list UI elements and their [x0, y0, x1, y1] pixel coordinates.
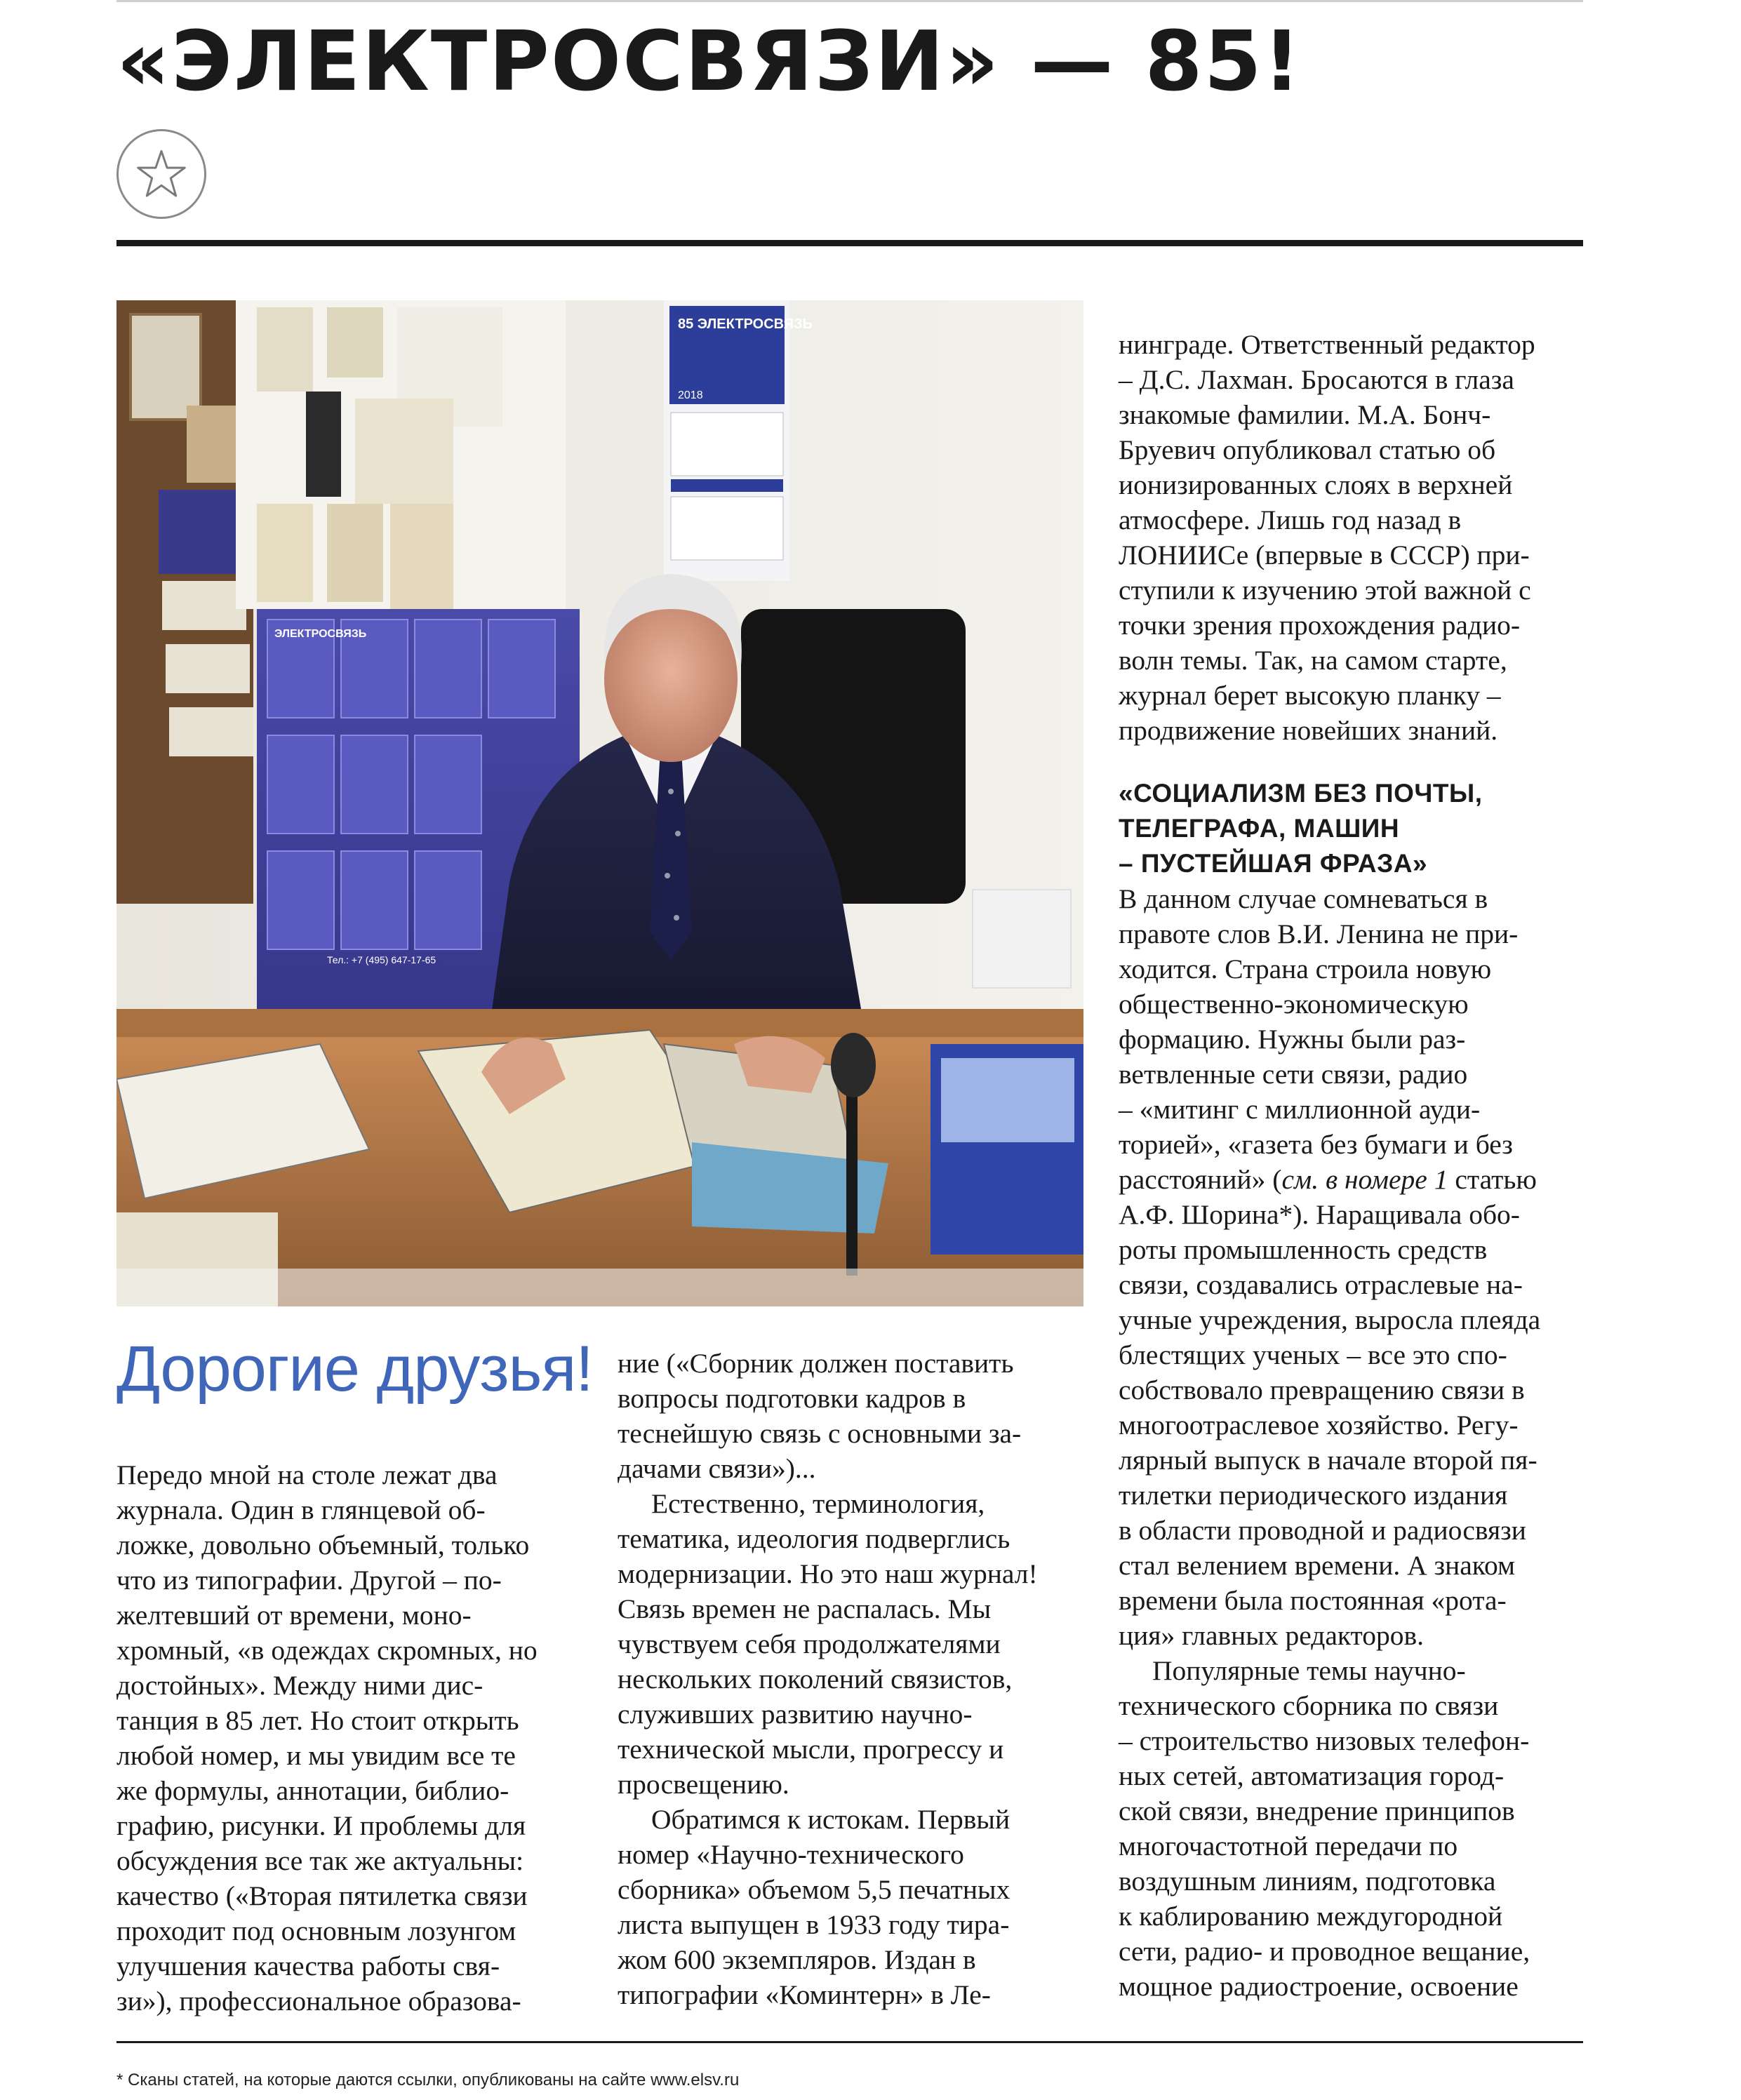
text-line: времени была постоянная «рота- — [1119, 1585, 1507, 1616]
text-line: сборника» объемом 5,5 печатных — [618, 1874, 1010, 1905]
text-line: ходится. Страна строила новую — [1119, 954, 1492, 984]
text-line: модернизации. Но это наш журнал! — [618, 1558, 1038, 1589]
calendar-year: 2018 — [678, 389, 703, 401]
text-line: Естественно, терминология, — [651, 1488, 985, 1519]
text-line: служивших развитию научно- — [618, 1699, 973, 1730]
text-line: журнал берет высокую планку – — [1119, 680, 1501, 711]
text-line: просвещению. — [618, 1769, 789, 1800]
text-line: торией», «газета без бумаги и без — [1119, 1129, 1513, 1160]
text-line: листа выпущен в 1933 году тира- — [618, 1909, 1010, 1940]
text-line: тилетки периодического издания — [1119, 1480, 1508, 1511]
text-line: тематика, идеология подверглись — [618, 1523, 1010, 1554]
footer-rule — [116, 2041, 1583, 2043]
text-line: ложке, довольно объемный, только — [116, 1530, 530, 1560]
text-line: технической мысли, прогрессу и — [618, 1734, 1004, 1765]
column-3 — [1119, 327, 1596, 2004]
text-line: чувствуем себя продолжателями — [618, 1628, 1001, 1659]
text-line: типографии «Коминтерн» в Ле- — [618, 1979, 991, 2010]
greeting-heading: Дорогие друзья! — [116, 1333, 593, 1405]
spacer — [1119, 748, 1596, 776]
text-line: что из типографии. Другой – по- — [116, 1565, 502, 1596]
text-line: правоте слов В.И. Ленина не при- — [1119, 918, 1519, 949]
star-outline-icon — [135, 148, 187, 200]
text-line: Передо мной на столе лежат два — [116, 1459, 498, 1490]
text-line: качество («Вторая пятилетка связи — [116, 1880, 528, 1911]
text-line: ступили к изучению этой важной с — [1119, 575, 1531, 606]
text-line: общественно-экономическую — [1119, 989, 1469, 1019]
page-title: «ЭЛЕКТРОСВЯЗИ» — 85! — [116, 13, 1302, 109]
text-line: хромный, «в одеждах скромных, но — [116, 1635, 538, 1666]
text-line: журнала. Один в глянцевой об- — [116, 1494, 486, 1525]
text-line: – строительство низовых телефон- — [1119, 1725, 1530, 1756]
star-badge — [116, 129, 206, 219]
text-line: достойных». Между ними дис- — [116, 1670, 483, 1701]
text-line: – «митинг с миллионной ауди- — [1119, 1094, 1481, 1125]
text-line: вопросы подготовки кадров в — [618, 1383, 966, 1414]
text-line: Обратимся к истокам. Первый — [651, 1804, 1010, 1835]
text-line: мощное радиостроение, освоение — [1119, 1971, 1519, 2002]
text-line: дачами связи»)... — [618, 1453, 816, 1484]
text-line: роты промышленность средств — [1119, 1234, 1488, 1265]
text-line-with-reference — [1119, 1162, 1596, 1197]
text-line: танция в 85 лет. Но стоит открыть — [116, 1705, 519, 1736]
portrait-illustration — [116, 300, 1083, 1306]
text-line: нескольких поколений связистов, — [618, 1664, 1013, 1694]
text-line: Популярные темы научно- — [1152, 1655, 1466, 1686]
text-line: знакомые фамилии. М.А. Бонч- — [1119, 399, 1491, 430]
header-rule — [116, 240, 1583, 246]
text-line: волн темы. Так, на самом старте, — [1119, 645, 1507, 676]
text-line: нинграде. Ответственный редактор — [1119, 329, 1535, 360]
text-line: формацию. Нужны были раз- — [1119, 1024, 1466, 1055]
ref-after: статью — [1448, 1164, 1537, 1195]
text-line: А.Ф. Шорина*). Наращивала обо- — [1119, 1199, 1520, 1230]
text-line: зи»), профессиональное образова- — [116, 1986, 521, 2017]
text-line: обсуждения все так же актуальны: — [116, 1845, 524, 1876]
text-line: блестящих ученых – все это спо- — [1119, 1339, 1507, 1370]
text-line: ция» главных редакторов. — [1119, 1620, 1425, 1651]
text-line: ской связи, внедрение принципов — [1119, 1795, 1515, 1826]
text-line: ветвленные сети связи, радио — [1119, 1059, 1468, 1090]
text-line: многочастотной передачи по — [1119, 1831, 1458, 1861]
text-line: в области проводной и радиосвязи — [1119, 1515, 1526, 1546]
text-line: точки зрения прохождения радио- — [1119, 610, 1521, 641]
column-2 — [618, 1346, 1095, 2012]
text-line: номер «Научно-технического — [618, 1839, 964, 1870]
column-1 — [116, 1457, 594, 2019]
text-line: учные учреждения, выросла плеяда — [1119, 1304, 1541, 1335]
text-line: к каблированию междугородной — [1119, 1901, 1503, 1932]
text-line: технического сборника по связи — [1119, 1690, 1499, 1721]
text-line: любой номер, и мы увидим все те — [116, 1740, 516, 1771]
section-subheading: ТЕЛЕГРАФА, МАШИН — [1119, 814, 1400, 843]
text-line: улучшения качества работы свя- — [116, 1951, 500, 1981]
text-line: ионизированных слоях в верхней — [1119, 469, 1513, 500]
text-line: атмосфере. Лишь год назад в — [1119, 504, 1462, 535]
text-line: воздушным линиям, подготовка — [1119, 1866, 1496, 1897]
text-line: жом 600 экземпляров. Издан в — [618, 1944, 976, 1975]
text-line: связи, создавались отраслевые на- — [1119, 1269, 1523, 1300]
text-line: сети, радио- и проводное вещание, — [1119, 1936, 1530, 1967]
text-line: же формулы, аннотации, библио- — [116, 1775, 509, 1806]
text-line: собствовало превращению связи в — [1119, 1375, 1525, 1405]
text-line: – Д.С. Лахман. Бросаются в глаза — [1119, 364, 1514, 395]
text-line: ние («Сборник должен поставить — [618, 1348, 1014, 1379]
calendar-label: 85 ЭЛЕКТРОСВЯЗЬ — [678, 316, 813, 332]
text-line: ЛОНИИСе (впервые в СССР) при- — [1119, 540, 1530, 570]
banner-phone: Тел.: +7 (495) 647-17-65 — [327, 954, 436, 965]
text-line: Связь времен не распалась. Мы — [618, 1593, 992, 1624]
top-rule — [116, 0, 1583, 2]
footnote: * Сканы статей, на которые даются ссылки, опубликованы на сайте www.elsv.ru — [116, 2071, 740, 2089]
text-line: продвижение новейших знаний. — [1119, 715, 1498, 746]
text-line: графию, рисунки. И проблемы для — [116, 1810, 526, 1841]
banner-label: ЭЛЕКТРОСВЯЗЬ — [274, 628, 367, 640]
text-line: теснейшую связь с основными за- — [618, 1418, 1022, 1449]
section-subheading: – ПУСТЕЙШАЯ ФРАЗА» — [1119, 849, 1428, 878]
text-line: лярный выпуск в начале второй пя- — [1119, 1445, 1537, 1476]
portrait-photo — [116, 300, 1083, 1306]
text-line: проходит под основным лозунгом — [116, 1915, 516, 1946]
text-line: В данном случае сомневаться в — [1119, 883, 1488, 914]
text-line: Бруевич опубликовал статью об — [1119, 434, 1496, 465]
text-line: желтевший от времени, моно- — [116, 1600, 472, 1631]
issue-reference: см. в номере 1 — [1281, 1164, 1448, 1195]
ref-before: расстояний» ( — [1119, 1164, 1282, 1195]
text-line: стал велением времени. А знаком — [1119, 1550, 1515, 1581]
text-line: ных сетей, автоматизация город- — [1119, 1760, 1505, 1791]
text-line: многоотраслевое хозяйство. Регу- — [1119, 1410, 1519, 1440]
section-subheading: «СОЦИАЛИЗМ БЕЗ ПОЧТЫ, — [1119, 779, 1483, 808]
